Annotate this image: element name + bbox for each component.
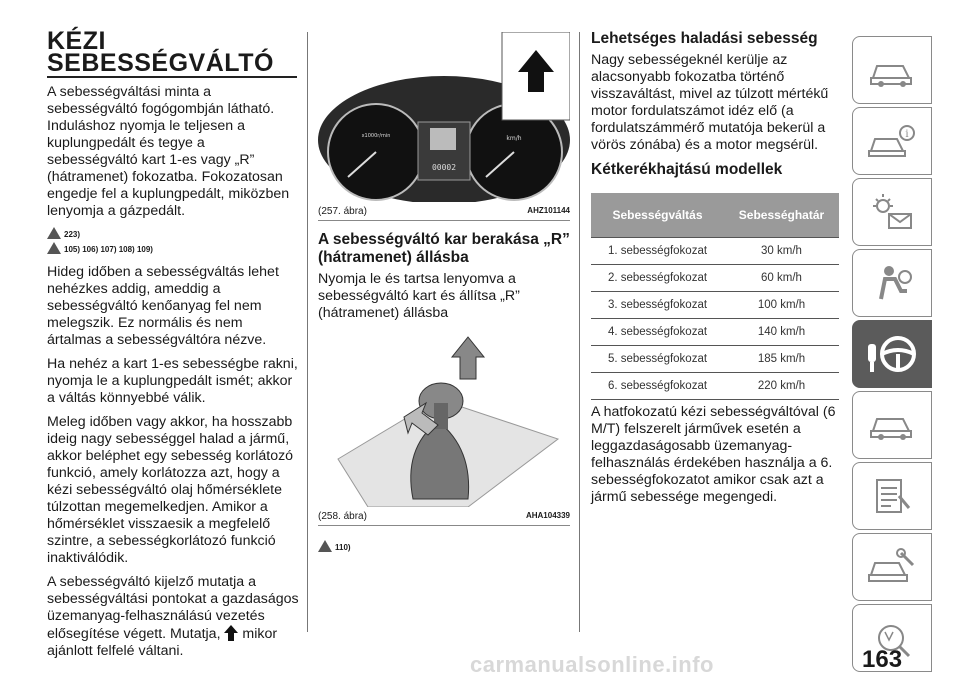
tab-driving[interactable] [852, 320, 932, 388]
table-cell: 185 km/h [724, 346, 839, 373]
table-header: Sebességváltás [591, 193, 724, 238]
figure-caption-2 [318, 507, 570, 526]
warning-lights-icon [867, 192, 917, 232]
tab-airbag[interactable] [852, 249, 932, 317]
tab-car-info[interactable] [852, 36, 932, 104]
warning-triangle-icon [47, 242, 61, 254]
column-right [591, 30, 841, 513]
instrument-cluster-image [318, 32, 570, 202]
reverse-paragraph: Nyomja le és tartsa lenyomva a sebességváltó kart és állítsa „R” (hátramenet) állásba [318, 271, 520, 321]
table-header: Sebességhatár [724, 193, 839, 238]
steering-key-icon [864, 332, 920, 376]
table-cell: 4. sebességfokozat [591, 319, 724, 346]
warning-triangle-icon [318, 540, 332, 552]
warning-triangle-icon [47, 227, 61, 239]
upshift-arrow-icon [224, 625, 238, 641]
table-row [591, 346, 839, 373]
cold-weather-paragraph: Hideg időben a sebességváltás lehet nehézkes addig, ameddig a sebességváltó kenőanyag fel nem melegszik. Ez normális és nem ártalmas a sebességváltóra nézve. [47, 264, 279, 348]
speed-paragraph: Nagy sebességeknél kerülje az alacsonyabb fokozatba történő visszaváltást, mivel az túlzott mértékű motor fordulatszámot idéz elő (a fordulatszámmérő mutatója bekerül a vörös zónába) és a motor megsérül. [591, 52, 829, 153]
warning-ref-text: 110) [335, 543, 351, 552]
shift-indicator-paragraph [47, 574, 299, 660]
table-cell: 6. sebességfokozat [591, 373, 724, 400]
shift-text-a: A sebességváltó kijelző mutatja a sebességváltási pontokat a gazdaságos üzemanyag-felhasználású vezetés elősegítése végett. Mutatja, [47, 574, 299, 642]
warning-ref-3 [318, 540, 570, 552]
table-cell: 60 km/h [724, 265, 839, 292]
maintenance-list-icon [867, 476, 917, 516]
figure-number: (258. ábra) [318, 511, 367, 522]
tacho-unit-label: x1000r/min [361, 133, 391, 139]
tab-maintenance[interactable] [852, 462, 932, 530]
section-title [47, 27, 299, 77]
reverse-heading: A sebességváltó kar berakása „R” (hátramenet) állásba [318, 231, 570, 266]
page-number: 163 [862, 646, 903, 673]
wrench-car-icon [867, 547, 917, 587]
airbag-person-icon [867, 263, 917, 303]
table-row [591, 373, 839, 400]
breakdown-car-icon [867, 405, 917, 445]
warning-ref-2 [47, 242, 299, 254]
shift-text-b: mikor ajánlott felfelé váltani. [47, 626, 278, 659]
warning-ref-text: 223) [64, 230, 81, 239]
two-wheel-heading: Kétkerékhajtású modellek [591, 161, 783, 178]
odometer-readout: 00002 [431, 163, 457, 172]
intro-paragraph: A sebességváltási minta a sebességváltó fogógombján látható. Induláshoz nyomja le teljesen a kuplungpedált és tegye a sebességváltó kart 1-es vagy „R” (hátramenet) fokozatba. Fokozatosan engedje fel a kuplungpedált, miközben lenyomja a gázpedált. [47, 84, 290, 219]
table-header-row [591, 193, 839, 238]
gear-lever-figure [318, 329, 570, 507]
table-row [591, 238, 839, 265]
figure-caption-1 [318, 202, 570, 221]
table-cell: 3. sebességfokozat [591, 292, 724, 319]
car-info-i-icon [867, 121, 917, 161]
table-row [591, 265, 839, 292]
table-cell: 30 km/h [724, 238, 839, 265]
speed-limit-table [591, 193, 839, 400]
warning-ref-text: 105) 106) 107) 108) 109) [64, 245, 153, 254]
tab-technical-data[interactable] [852, 533, 932, 601]
tab-breakdown[interactable] [852, 391, 932, 459]
title-line-2: SEBESSÉGVÁLTÓ [47, 49, 274, 77]
table-row [591, 319, 839, 346]
table-cell: 100 km/h [724, 292, 839, 319]
first-gear-paragraph: Ha nehéz a kart 1-es sebességbe rakni, nyomja le a kuplungpedált ismét; akkor a váltás könnyebbé válik. [47, 356, 298, 406]
car-info-icon [867, 50, 917, 90]
watermark: carmanualsonline.info [470, 652, 714, 677]
table-cell: 140 km/h [724, 319, 839, 346]
figure-code: AHZ101144 [527, 206, 570, 215]
table-cell: 220 km/h [724, 373, 839, 400]
figure-code: AHA104339 [525, 511, 570, 520]
table-cell: 1. sebességfokozat [591, 238, 724, 265]
column-middle [318, 32, 570, 555]
column-divider [579, 32, 580, 632]
table-cell: 5. sebességfokozat [591, 346, 724, 373]
column-divider [307, 32, 308, 632]
hot-weather-paragraph: Meleg időben vagy akkor, ha hosszabb ideig nagy sebességgel halad a jármű, akkor beléphet egy sebesség korlátozó funkció, amely korlátozza azt, hogy a kézi sebességváltó olaj hőmérséklete túlzottan megemelkedjen. Amikor a hőmérséklet visszaesik a megfelelő szintre, a sebességkorlátozó funkció inaktiválódik. [47, 414, 294, 566]
title-line-1: KÉZI [47, 27, 106, 55]
svg-text:i: i [905, 129, 909, 140]
figure-number: (257. ábra) [318, 206, 367, 217]
instrument-cluster-figure [318, 32, 570, 202]
warning-ref-1 [47, 227, 299, 239]
gear-lever-image [318, 329, 570, 507]
chapter-tabs [852, 36, 932, 675]
tab-car-info-i[interactable] [852, 107, 932, 175]
six-speed-paragraph: A hatfokozatú kézi sebességváltóval (6 M/T) felszerelt járművek esetén a leggazdaságosabb üzemanyag-felhasználás érdekében használja a 6. sebességfokozatot amikor csak azt a jármű sebessége megengedi. [591, 404, 836, 505]
table-cell: 2. sebességfokozat [591, 265, 724, 292]
speed-heading: Lehetséges haladási sebesség [591, 30, 818, 47]
column-left [47, 27, 299, 667]
tab-warning-lights[interactable] [852, 178, 932, 246]
speedo-unit-label: km/h [506, 135, 522, 142]
table-row [591, 292, 839, 319]
